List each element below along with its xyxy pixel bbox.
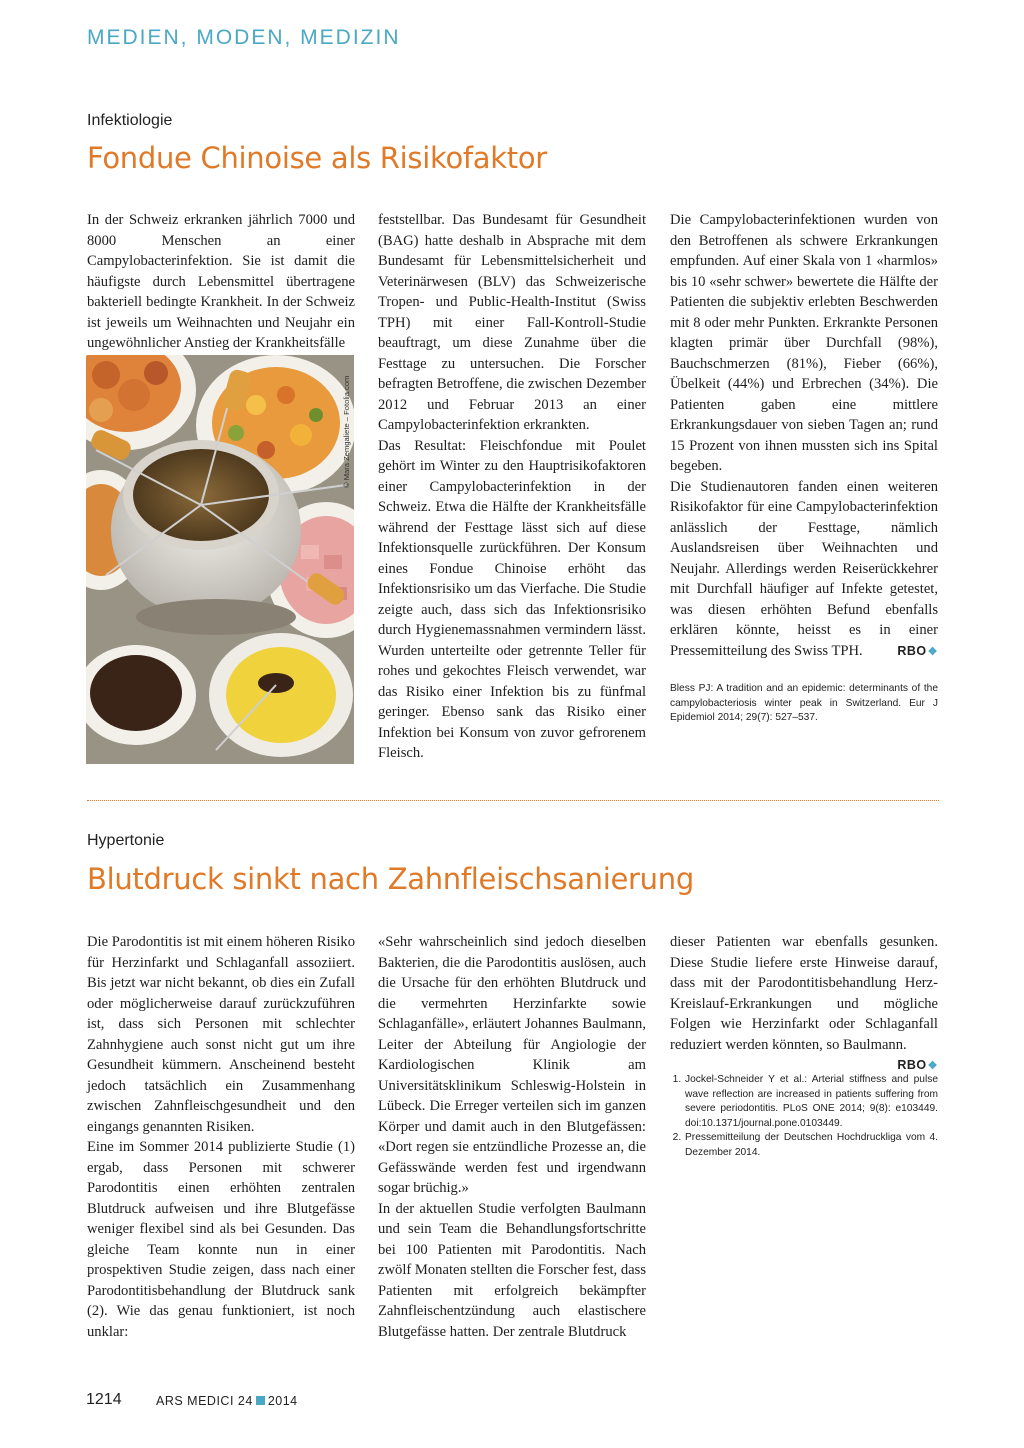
diamond-icon: ❖ [927, 645, 938, 658]
article2-column-1 [87, 932, 355, 1342]
article1-signature [897, 641, 938, 663]
fondue-illustration [86, 355, 354, 764]
article1-signature-text: RBO [897, 643, 927, 658]
article1-col2-paragraph-1: feststellbar. Das Bundesamt für Gesundheit (BAG) hatte deshalb in Absprache mit dem Bundesamt für Lebensmittelsicherheit und Veterinärwesen (BLV) das Schweizerische Tropen- und Public-Health-Institut (Swiss TPH) mit einer Fall-Kontroll-Studie beauftragt, um diese Zunahme über die Festtage zu untersuchen. Die Forscher befragten Betroffene, die zwischen Dezember 2012 und Februar 2013 an einer Campylobacterinfektion erkrankten. [378, 212, 646, 433]
article1-col3-paragraph-1: Die Campylobacterinfektionen wurden von den Betroffenen als schwere Erkrankungen empfunden. Auf einer Skala von 1 «harmlos» bis 10 «sehr schwer» bewertete die Hälfte der Patienten die subjektiv erlebten Beschwerden mit 8 oder mehr Punkten. Erkrankte Personen klagten primär über Durchfall (98%), Bauchschmerzen (81%), Fieber (66%), Übelkeit (44%) und Erbrechen (34%). Die Patienten gaben eine mittlere Erkrankungsdauer von sieben Tagen an; rund 15 Prozent von ihnen mussten sich ins Spital begeben. [670, 212, 938, 474]
article-divider [87, 800, 939, 801]
footer-magazine [156, 1394, 298, 1408]
article2-col1-paragraph-2: Eine im Sommer 2014 publizierte Studie (1) ergab, dass Personen mit schwerer Parodontitis einen erhöhten zentralen Blutdruck aufweisen und ihre Blutgefässe weniger flexibel sind als bei Gesunden. Das gleiche Team konnte nun in einer prospektiven Studie zeigen, dass nach einer Parodontitisbehandlung der Blutdruck sank (2). Wie das genau funktioniert, ist noch unklar: [87, 1139, 355, 1340]
article1-reference: Bless PJ: A tradition and an epidemic: determinants of the campylobacteriosis winter peak in Switzerland. Eur J Epidemiol 2014; 29(7): 527–537. [670, 683, 938, 723]
article1-col2-paragraph-2: Das Resultat: Fleischfondue mit Poulet gehört im Winter zu den Hauptrisikofaktoren einer Campylobacterinfektion in der Schweiz. Etwa die Hälfte der Krankheitsfälle während der Festtage lässt sich auf diese Infektionsquelle zurückführen. Der Konsum eines Fondue Chinoise erhöht das Infektionsrisiko um das Vierfache. Die Studie zeigte auch, dass sich das Infektionsrisiko durch Hygienemassnahmen vermindern lässt. Wurden unterteilte oder getrennte Teller für rohes und gekochtes Fleisch verwendet, war das Risiko einer Infektion bis zu fünfmal geringer. Ebenso sank das Risiko einer Infektion bei Konsum von zuvor gefrorenem Fleisch. [378, 437, 646, 761]
article2-column-3 [670, 932, 938, 1077]
article2-title: Blutdruck sinkt nach Zahnfleischsanierung [87, 862, 694, 896]
article2-col2-paragraph-2: In der aktuellen Studie verfolgten Baulmann und sein Team die Behandlungsfortschritte bei 100 Patienten mit Parodontitis. Nach zwölf Monaten stellten die Forscher fest, dass Patienten mit erfolgreich bekämpfter Zahnfleischentzündung auch elastischere Blutgefässe hatten. Der zentrale Blutdruck [378, 1200, 646, 1340]
article1-col1-paragraph: In der Schweiz erkranken jährlich 7000 und 8000 Menschen an einer Campylobacterinfektion. Sie ist damit die häufigste durch Lebensmittel übertragene bakteriell bedingte Krankheit. In der Schweiz ist jeweils um Weihnachten und Neujahr ein ungewöhnlicher Anstieg der Krankheitsfälle [87, 212, 355, 351]
article2-col1-paragraph-1: Die Parodontitis ist mit einem höheren Risiko für Herzinfarkt und Schlaganfall assoziiert. Bis jetzt war nicht bekannt, ob dies ein Zufall oder möglicherweise darauf zurückzuführen ist, dass sich Personen mit schlechter Zahnhygiene auch sonst nicht gut um ihre Gesundheit kümmern. Anscheinend besteht jedoch tatsächlich ein Zusammenhang zwischen Zahnfleischgesundheit und den eingangs genannten Risiken. [87, 934, 355, 1135]
article2-col3-paragraph-1 [670, 932, 938, 1072]
article1-col3-paragraph-2 [670, 477, 938, 662]
article2-column-2 [378, 932, 646, 1342]
photo-credit [340, 368, 352, 488]
article2-reference-1: 1. Jockel-Schneider Y et al.: Arterial stiffness and pulse wave reflection are increased in patients suffering from severe periodontitis. PLoS ONE 2014; 9(8): e103449. doi:10.1371/journal.pone.0103449. [684, 1073, 938, 1131]
article2-signature-text: RBO [897, 1058, 927, 1072]
article1-column-1 [87, 210, 355, 354]
fondue-photo [86, 355, 354, 764]
footer-year: 2014 [267, 1394, 298, 1408]
article1-col3-paragraph-2-text: Die Studienautoren fanden einen weiteren Risikofaktor für eine Campylobacterinfektion anlässlich der Festtage, nämlich Auslandsreisen über Weihnachten und Neujahr. Allerdings werden Reiserückkehrer mit Durchfall häufiger auf Infekte getestet, was diesen erhöhten Befund ebenfalls erklären könnte, heisst es in einer Pressemitteilung des Swiss TPH. [670, 478, 938, 659]
article1-column-3 [670, 210, 938, 662]
square-icon [256, 1396, 265, 1405]
article1-title: Fondue Chinoise als Risikofaktor [87, 141, 547, 175]
article2-col3-paragraph-1-text: dieser Patienten war ebenfalls gesunken. Diese Studie liefere erste Hinweise darauf, dass mit der Parodontitisbehandlung Herz-Kreislauf-Erkrankungen und mögliche Folgen wie Herzinfarkt oder Schlaganfall reduziert werden könnten, so Baulmann. [670, 934, 938, 1053]
diamond-icon: ❖ [927, 1060, 938, 1072]
article1-kicker: Infektiologie [87, 112, 173, 129]
section-header: MEDIEN, MODEN, MEDIZIN [87, 26, 401, 49]
photo-credit-text: © Mara Zemgaliete – Fotolia.com [342, 375, 351, 488]
article2-col2-paragraph-1: «Sehr wahrscheinlich sind jedoch dieselben Bakterien, die die Parodontitis auslösen, auch die Ursache für den erhöhten Blutdruck und die vermehrten Herzinfarkte sowie Schlaganfälle», erläutert Johannes Baulmann, Leiter der Abteilung für Angiologie der Kardiologischen Klinik am Universitätsklinikum Schleswig-Holstein in Lübeck. Die Erreger verteilen sich im ganzen Körper und damit auch in den Blutgefässen: «Dort regen sie entzündliche Prozesse an, die Gefässwände werden fest und irgendwann sogar brüchig.» [378, 934, 646, 1196]
article2-kicker: Hypertonie [87, 832, 165, 849]
article2-references [670, 1073, 938, 1160]
article1-column-2 [378, 210, 646, 764]
footer-magazine-name: ARS MEDICI 24 [156, 1394, 253, 1408]
page-number: 1214 [86, 1391, 122, 1408]
article2-reference-2: 2. Pressemitteilung der Deutschen Hochdruckliga vom 4. Dezember 2014. [684, 1131, 938, 1160]
